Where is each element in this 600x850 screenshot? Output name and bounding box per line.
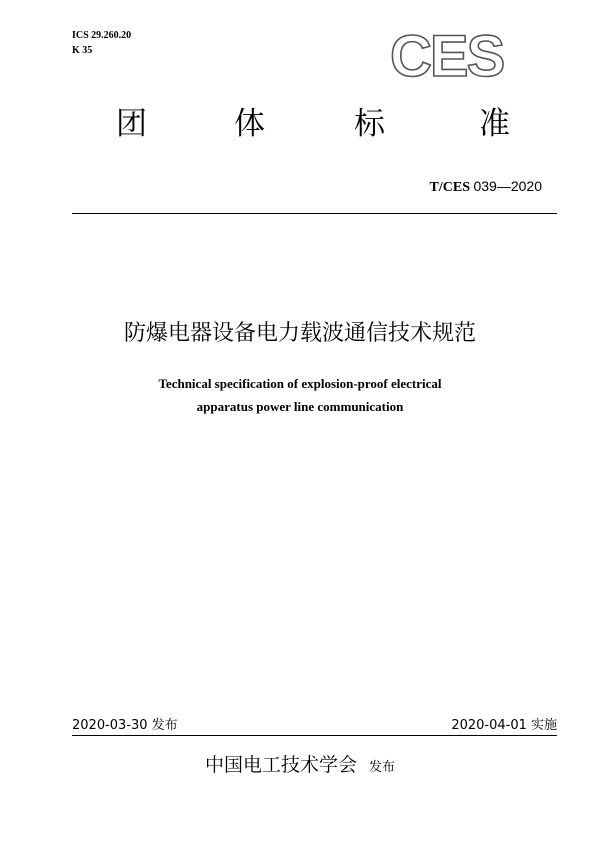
publisher [0, 750, 600, 777]
doc-type-char: 标 [354, 106, 385, 142]
standard-number [430, 178, 542, 196]
english-title-line2: apparatus power line communication [196, 399, 404, 414]
english-title [0, 372, 600, 418]
svg-text:CES: CES [390, 28, 504, 84]
standard-code: 039—2020 [473, 178, 542, 194]
doc-type-char: 体 [234, 106, 265, 142]
standard-prefix: T/CES [429, 180, 470, 195]
doc-type-char: 团 [116, 106, 147, 142]
bottom-divider [72, 735, 557, 736]
doc-type-heading [0, 104, 600, 154]
top-divider [72, 213, 557, 214]
classification-codes [72, 28, 131, 58]
implement-date: 2020-04-01 实施 [451, 718, 557, 733]
publisher-suffix: 发布 [369, 760, 396, 775]
english-title-line1: Technical specification of explosion-proof electrical [158, 376, 442, 391]
issue-date: 2020-03-30 发布 [72, 718, 178, 733]
ics-code: ICS 29.260.20 [72, 30, 132, 41]
ccs-code: K 35 [72, 45, 93, 56]
doc-type-char: 准 [479, 106, 510, 142]
ces-logo [388, 28, 528, 84]
publisher-name: 中国电工技术学会 [204, 754, 357, 776]
chinese-title: 防爆电器设备电力载波通信技术规范 [123, 321, 476, 346]
